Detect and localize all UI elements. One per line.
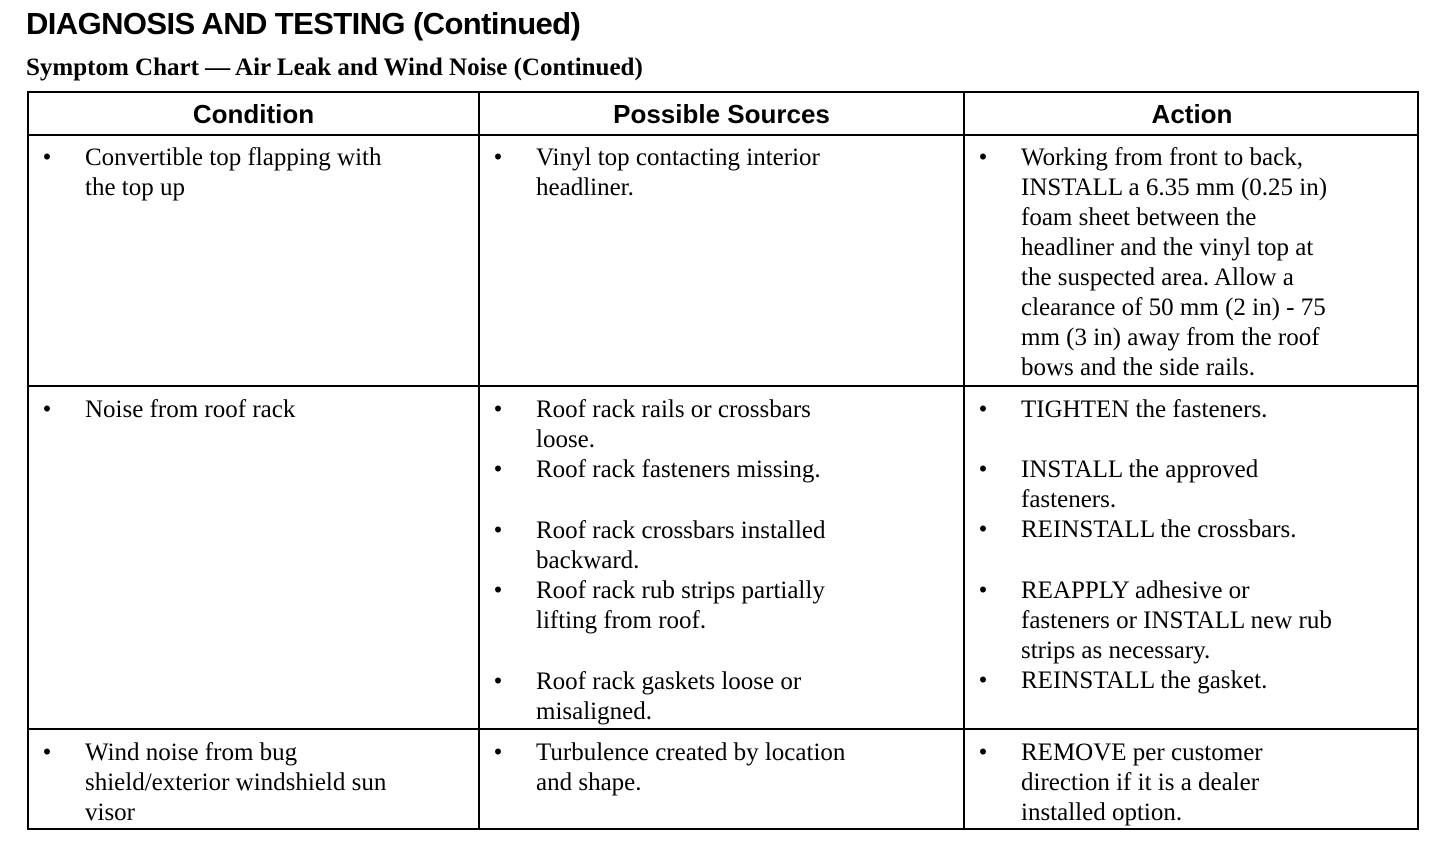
source-text: Vinyl top contacting interior headliner.: [536, 144, 820, 201]
source-text: Roof rack fasteners missing.: [536, 456, 821, 483]
bullet: •: [978, 144, 988, 171]
row-divider: [29, 728, 1417, 730]
column-divider: [478, 93, 480, 828]
page-title: DIAGNOSIS AND TESTING (Continued): [26, 6, 581, 41]
action-text: REAPPLY adhesive or fasteners or INSTALL new rub strips as necessary.: [1021, 577, 1332, 664]
bullet: •: [978, 516, 988, 543]
condition-text: Convertible top flapping with the top up: [85, 144, 382, 201]
source-text: Roof rack rails or crossbars loose.: [536, 396, 811, 453]
bullet: •: [978, 577, 988, 604]
symptom-chart-table: [27, 91, 1419, 830]
bullet: •: [493, 144, 503, 171]
bullet: •: [493, 396, 503, 423]
condition-text: Wind noise from bug shield/exterior windshield sun visor: [85, 739, 387, 826]
row-divider: [29, 385, 1417, 387]
action-text: TIGHTEN the fasteners.: [1021, 396, 1268, 423]
action-text: REINSTALL the crossbars.: [1021, 516, 1297, 543]
source-text: Roof rack gaskets loose or misaligned.: [536, 668, 802, 725]
header-action: Action: [1151, 99, 1233, 129]
header-possible-sources: Possible Sources: [613, 99, 830, 129]
bullet: •: [978, 667, 988, 694]
bullet: •: [978, 456, 988, 483]
bullet: •: [42, 739, 52, 766]
condition-text: Noise from roof rack: [85, 396, 296, 423]
source-text: Turbulence created by location and shape.: [536, 739, 846, 796]
action-text: Working from front to back, INSTALL a 6.35 mm (0.25 in) foam sheet between the headliner and the vinyl top at the suspected area. Allow a clearance of 50 mm (2 in) - 75 mm (3 in) away from the roof bows and the side rails.: [1021, 144, 1328, 381]
bullet: •: [493, 668, 503, 695]
source-text: Roof rack rub strips partially lifting from roof.: [536, 577, 825, 634]
bullet: •: [493, 517, 503, 544]
action-text: INSTALL the approved fasteners.: [1021, 456, 1259, 513]
page-subtitle: Symptom Chart — Air Leak and Wind Noise (Continued): [26, 54, 643, 81]
action-text: REINSTALL the gasket.: [1021, 667, 1268, 694]
bullet: •: [978, 396, 988, 423]
bullet: •: [493, 577, 503, 604]
action-text: REMOVE per customer direction if it is a dealer installed option.: [1021, 739, 1263, 826]
bullet: •: [978, 739, 988, 766]
bullet: •: [493, 456, 503, 483]
bullet: •: [493, 739, 503, 766]
source-text: Roof rack crossbars installed backward.: [536, 517, 826, 574]
bullet: •: [42, 396, 52, 423]
column-divider: [963, 93, 965, 828]
header-condition: Condition: [192, 99, 315, 129]
bullet: •: [42, 144, 52, 171]
